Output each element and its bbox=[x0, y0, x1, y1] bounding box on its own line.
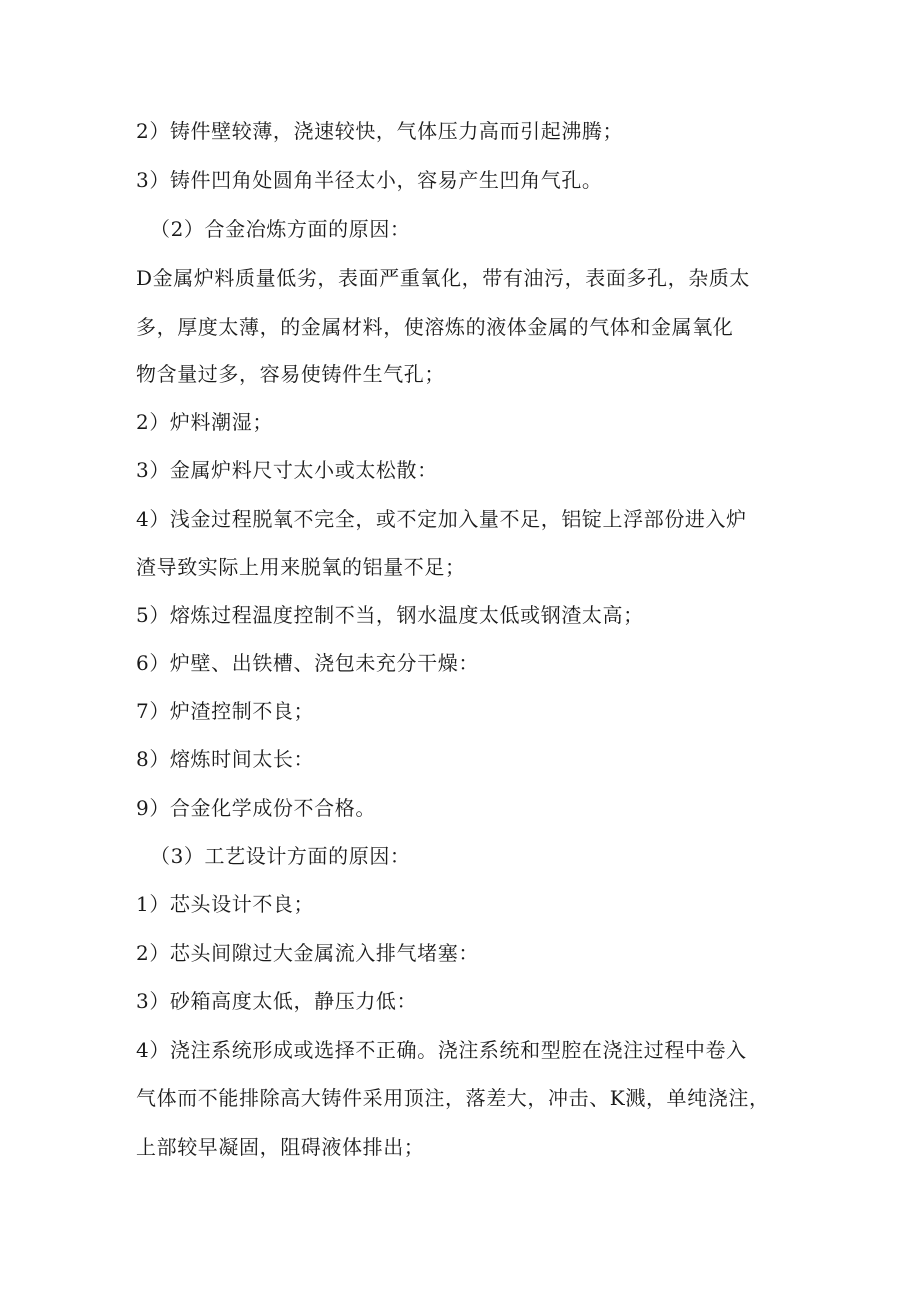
text-line: 3）铸件凹角处圆角半径太小，容易产生凹角气孔。 bbox=[136, 168, 603, 192]
text-line: 4）浅金过程脱氧不完全，或不定加入量不足，铝锭上浮部份进入炉 bbox=[136, 507, 747, 531]
text-line: 1）芯头设计不良； bbox=[136, 892, 315, 916]
text-line: 6）炉壁、出铁槽、浇包未充分干燥： bbox=[136, 651, 479, 675]
text-line: 物含量过多，容易使铸件生气孔； bbox=[136, 362, 445, 386]
text-line: 上部较早凝固，阻碍液体排出； bbox=[136, 1135, 425, 1159]
text-line: 9）合金化学成份不合格。 bbox=[136, 796, 376, 820]
text-line: 多，厚度太薄，的金属材料，使溶炼的液体金属的气体和金属氧化 bbox=[136, 315, 734, 339]
text-line: D金属炉料质量低劣，表面严重氧化，带有油污，表面多孔，杂质太 bbox=[136, 266, 751, 290]
section-heading: （2）合金冶炼方面的原因： bbox=[150, 217, 411, 241]
text-line: 渣导致实际上用来脱氧的铝量不足； bbox=[136, 555, 466, 579]
text-line: 5）熔炼过程温度控制不当，钢水温度太低或钢渣太高； bbox=[136, 603, 644, 627]
text-line: 7）炉渣控制不良； bbox=[136, 699, 315, 723]
text-line: 8）熔炼时间太长： bbox=[136, 747, 315, 771]
text-line: 2）炉料潮湿； bbox=[136, 410, 273, 434]
text-line: 2）铸件壁较薄，浇速较快，气体压力高而引起沸腾； bbox=[136, 119, 624, 143]
text-line: 2）芯头间隙过大金属流入排气堵塞： bbox=[136, 941, 479, 965]
text-line: 3）砂箱高度太低，静压力低： bbox=[136, 989, 418, 1013]
section-heading: （3）工艺设计方面的原因： bbox=[150, 844, 411, 868]
text-line: 4）浇注系统形成或选择不正确。浇注系统和型腔在浇注过程中卷入 bbox=[136, 1038, 747, 1062]
text-line: 气体而不能排除高大铸件采用顶注，落差大，冲击、K溅，单纯浇注， bbox=[136, 1086, 770, 1110]
text-line: 3）金属炉料尺寸太小或太松散： bbox=[136, 458, 438, 482]
